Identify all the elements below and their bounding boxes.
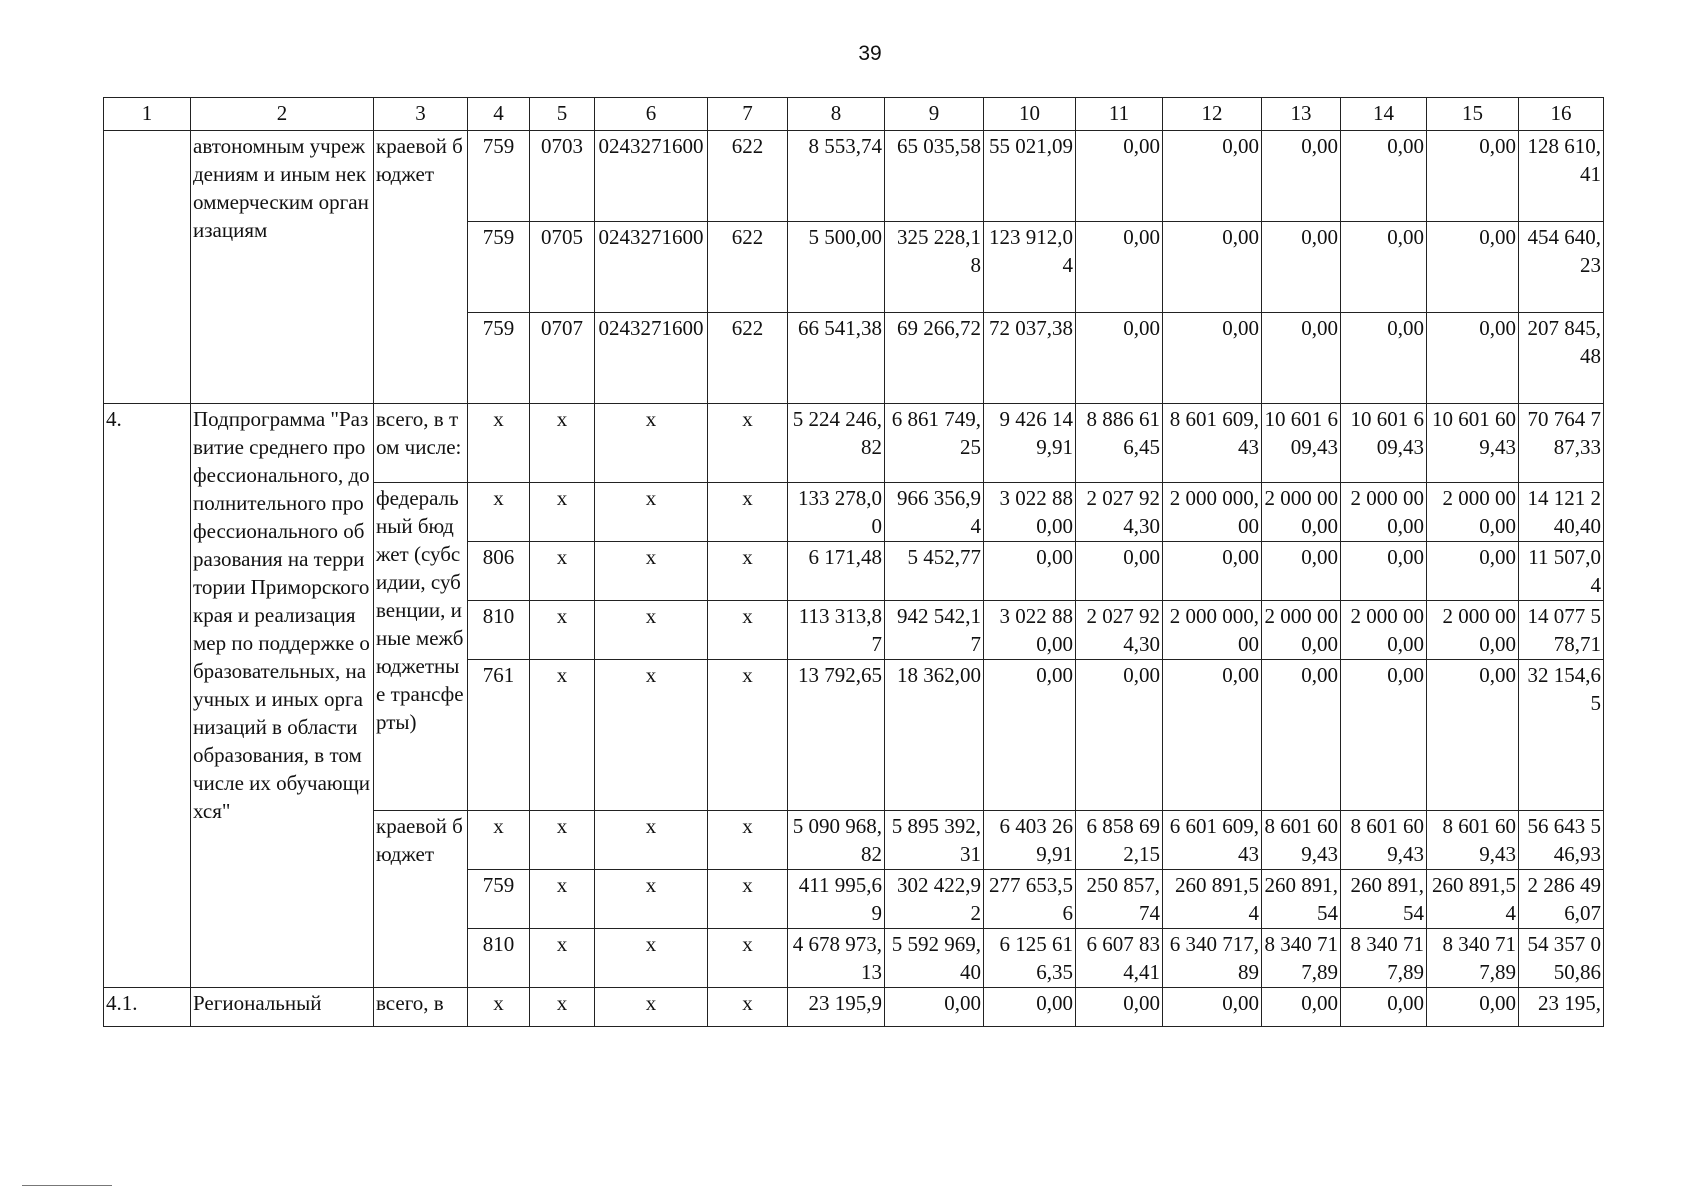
column-header: 7 <box>708 98 788 131</box>
table-cell: 69 266,72 <box>885 313 984 404</box>
table-cell: x <box>708 660 788 811</box>
table-cell: x <box>530 542 595 601</box>
table-cell: 54 357 050,86 <box>1519 929 1604 988</box>
table-cell: 260 891,54 <box>1163 870 1262 929</box>
table-cell: 0,00 <box>1076 222 1163 313</box>
table-cell: x <box>468 811 530 870</box>
table-cell: 0,00 <box>1262 660 1341 811</box>
table-body <box>104 98 1604 1027</box>
table-cell: 761 <box>468 660 530 811</box>
table-cell: 2 000 000,00 <box>1427 483 1519 542</box>
table-cell: x <box>530 601 595 660</box>
funding-source-cell: краевой бюджет <box>374 131 468 404</box>
table-cell: x <box>708 870 788 929</box>
column-header: 4 <box>468 98 530 131</box>
table-cell: 0,00 <box>1163 313 1262 404</box>
table-cell: 0,00 <box>984 660 1076 811</box>
table-cell: 0703 <box>530 131 595 222</box>
table-cell: x <box>468 483 530 542</box>
table-cell: 0243271600 <box>595 313 708 404</box>
table-cell: x <box>595 542 708 601</box>
table-cell: 0,00 <box>1076 131 1163 222</box>
table-cell: 8 886 616,45 <box>1076 404 1163 483</box>
table-cell: x <box>708 404 788 483</box>
table-cell: 810 <box>468 601 530 660</box>
table-cell: x <box>468 404 530 483</box>
table-cell: x <box>530 929 595 988</box>
table-cell: x <box>595 988 708 1027</box>
table-cell: 0,00 <box>984 988 1076 1027</box>
table-cell: 6 403 269,91 <box>984 811 1076 870</box>
table-cell: 4 678 973,13 <box>788 929 885 988</box>
column-header: 3 <box>374 98 468 131</box>
table-cell: 0,00 <box>1341 313 1427 404</box>
table-cell: x <box>530 988 595 1027</box>
table-cell: 13 792,65 <box>788 660 885 811</box>
footer-rule <box>22 1185 112 1186</box>
column-header: 9 <box>885 98 984 131</box>
table-cell: 759 <box>468 313 530 404</box>
table-cell: 302 422,92 <box>885 870 984 929</box>
table-cell: 0,00 <box>1262 988 1341 1027</box>
table-cell: x <box>595 404 708 483</box>
table-cell: 3 022 880,00 <box>984 483 1076 542</box>
table-cell: 0,00 <box>1163 222 1262 313</box>
table-cell: 0,00 <box>1262 542 1341 601</box>
table-cell: 6 601 609,43 <box>1163 811 1262 870</box>
table-cell: 6 340 717,89 <box>1163 929 1262 988</box>
table-cell: 454 640,23 <box>1519 222 1604 313</box>
table-cell: 806 <box>468 542 530 601</box>
table-cell: 260 891,54 <box>1341 870 1427 929</box>
funding-source-cell: всего, в <box>374 988 468 1027</box>
table-cell: 10 601 609,43 <box>1427 404 1519 483</box>
table-cell: 5 090 968,82 <box>788 811 885 870</box>
table-cell: 56 643 546,93 <box>1519 811 1604 870</box>
table-cell: 0,00 <box>1427 988 1519 1027</box>
table-cell: 0,00 <box>1341 988 1427 1027</box>
row-name-cell: Подпрограмма "Развитие среднего профессионального, дополнительного профессионального образования на территории Приморского края и реализация мер по поддержке образовательных, научных и иных организаций в области образования, в том числе их обучающихся" <box>191 404 374 988</box>
table-cell: 0,00 <box>885 988 984 1027</box>
header-row <box>104 98 1604 131</box>
table-cell: x <box>708 601 788 660</box>
row-name-cell: автономным учреждениям и иным некоммерческим организациям <box>191 131 374 404</box>
table-cell: x <box>595 483 708 542</box>
table-cell: 0,00 <box>1163 660 1262 811</box>
table-cell: x <box>708 483 788 542</box>
table-cell: 0,00 <box>1076 313 1163 404</box>
table-cell: 0,00 <box>984 542 1076 601</box>
table-cell: x <box>595 660 708 811</box>
funding-source-cell: краевой бюджет <box>374 811 468 988</box>
table-cell: 2 000 000,00 <box>1262 601 1341 660</box>
table-cell: 10 601 609,43 <box>1341 404 1427 483</box>
table-cell: 14 121 240,40 <box>1519 483 1604 542</box>
table-cell: 9 426 149,91 <box>984 404 1076 483</box>
table-cell: 0,00 <box>1341 542 1427 601</box>
table-cell: 18 362,00 <box>885 660 984 811</box>
table-cell: 128 610,41 <box>1519 131 1604 222</box>
table-row <box>104 404 1604 483</box>
table-cell: 0705 <box>530 222 595 313</box>
page-number: 39 <box>858 42 882 65</box>
table-cell: 5 500,00 <box>788 222 885 313</box>
table-cell: 8 601 609,43 <box>1262 811 1341 870</box>
column-header: 12 <box>1163 98 1262 131</box>
table-cell: x <box>708 929 788 988</box>
table-cell: 8 601 609,43 <box>1341 811 1427 870</box>
funding-source-cell: всего, в том числе: <box>374 404 468 483</box>
column-header: 5 <box>530 98 595 131</box>
table-cell: 6 171,48 <box>788 542 885 601</box>
table-cell: 5 224 246,82 <box>788 404 885 483</box>
table-cell: x <box>530 660 595 811</box>
table-cell: 260 891,54 <box>1427 870 1519 929</box>
table-cell: 0243271600 <box>595 222 708 313</box>
table-cell: x <box>595 811 708 870</box>
table-cell: 70 764 787,33 <box>1519 404 1604 483</box>
table-cell: 23 195,9 <box>788 988 885 1027</box>
table-cell: 942 542,17 <box>885 601 984 660</box>
table-cell: x <box>530 483 595 542</box>
table-cell: 0,00 <box>1262 313 1341 404</box>
table-cell: 32 154,65 <box>1519 660 1604 811</box>
table-cell: 6 125 616,35 <box>984 929 1076 988</box>
table-cell: 8 340 717,89 <box>1427 929 1519 988</box>
table-cell: 2 000 000,00 <box>1262 483 1341 542</box>
table-cell: 11 507,04 <box>1519 542 1604 601</box>
table-cell: x <box>708 988 788 1027</box>
table-cell: 411 995,69 <box>788 870 885 929</box>
table-cell: 2 000 000,00 <box>1341 601 1427 660</box>
table-cell: 810 <box>468 929 530 988</box>
column-header: 8 <box>788 98 885 131</box>
table-cell: 759 <box>468 870 530 929</box>
table-cell: 8 340 717,89 <box>1341 929 1427 988</box>
row-number-cell <box>104 131 191 404</box>
table-cell: 65 035,58 <box>885 131 984 222</box>
table-cell: 0,00 <box>1262 222 1341 313</box>
table-cell: 5 592 969,40 <box>885 929 984 988</box>
table-cell: 2 000 000,00 <box>1163 483 1262 542</box>
table-cell: 0,00 <box>1076 660 1163 811</box>
table-cell: 0,00 <box>1341 131 1427 222</box>
table-cell: 8 340 717,89 <box>1262 929 1341 988</box>
table-cell: 0,00 <box>1262 131 1341 222</box>
table-cell: x <box>530 870 595 929</box>
table-cell: 0,00 <box>1427 542 1519 601</box>
table-cell: 622 <box>708 313 788 404</box>
row-number-cell: 4.1. <box>104 988 191 1027</box>
table-cell: 8 553,74 <box>788 131 885 222</box>
table-cell: 2 000 000,00 <box>1427 601 1519 660</box>
column-header: 1 <box>104 98 191 131</box>
table-cell: x <box>708 811 788 870</box>
table-cell: 0,00 <box>1163 988 1262 1027</box>
table-row <box>104 131 1604 222</box>
table-cell: 759 <box>468 131 530 222</box>
table-cell: 0,00 <box>1427 131 1519 222</box>
table-cell: 325 228,18 <box>885 222 984 313</box>
table-cell: 5 895 392,31 <box>885 811 984 870</box>
table-cell: 0243271600 <box>595 131 708 222</box>
table-cell: 260 891,54 <box>1262 870 1341 929</box>
table-cell: 23 195, <box>1519 988 1604 1027</box>
table-cell: 2 027 924,30 <box>1076 483 1163 542</box>
table-cell: x <box>468 988 530 1027</box>
table-cell: 0,00 <box>1341 222 1427 313</box>
table-cell: 72 037,38 <box>984 313 1076 404</box>
table-cell: 5 452,77 <box>885 542 984 601</box>
table-cell: 0,00 <box>1427 660 1519 811</box>
table-cell: x <box>595 601 708 660</box>
table-cell: 0,00 <box>1427 222 1519 313</box>
row-number-cell: 4. <box>104 404 191 988</box>
table-cell: 113 313,87 <box>788 601 885 660</box>
table-cell: 14 077 578,71 <box>1519 601 1604 660</box>
table-cell: x <box>530 404 595 483</box>
table-cell: 66 541,38 <box>788 313 885 404</box>
table-cell: 2 286 496,07 <box>1519 870 1604 929</box>
table-cell: 622 <box>708 131 788 222</box>
column-header: 6 <box>595 98 708 131</box>
table-cell: 207 845,48 <box>1519 313 1604 404</box>
table-cell: 0,00 <box>1341 660 1427 811</box>
table-cell: 0707 <box>530 313 595 404</box>
table-cell: 8 601 609,43 <box>1163 404 1262 483</box>
column-header: 13 <box>1262 98 1341 131</box>
column-header: 10 <box>984 98 1076 131</box>
table-cell: 6 861 749,25 <box>885 404 984 483</box>
column-header: 14 <box>1341 98 1427 131</box>
table-cell: 123 912,04 <box>984 222 1076 313</box>
budget-table <box>103 97 1604 1027</box>
table-cell: x <box>595 870 708 929</box>
funding-source-cell: федеральный бюджет (субсидии, субвенции, иные межбюджетные трансферты) <box>374 483 468 811</box>
table-cell: x <box>595 929 708 988</box>
table-cell: 8 601 609,43 <box>1427 811 1519 870</box>
table-cell: x <box>530 811 595 870</box>
table-cell: 277 653,56 <box>984 870 1076 929</box>
table-cell: 133 278,00 <box>788 483 885 542</box>
table-cell: 0,00 <box>1427 313 1519 404</box>
column-header: 15 <box>1427 98 1519 131</box>
table-cell: 0,00 <box>1163 131 1262 222</box>
column-header: 16 <box>1519 98 1604 131</box>
table-cell: 0,00 <box>1076 988 1163 1027</box>
table-cell: 2 000 000,00 <box>1163 601 1262 660</box>
table-cell: 622 <box>708 222 788 313</box>
column-header: 11 <box>1076 98 1163 131</box>
table-cell: 55 021,09 <box>984 131 1076 222</box>
table-cell: 250 857,74 <box>1076 870 1163 929</box>
table-cell: 3 022 880,00 <box>984 601 1076 660</box>
table-cell: 6 858 692,15 <box>1076 811 1163 870</box>
table-cell: 6 607 834,41 <box>1076 929 1163 988</box>
table-cell: 2 027 924,30 <box>1076 601 1163 660</box>
table-cell: 2 000 000,00 <box>1341 483 1427 542</box>
table-cell: x <box>708 542 788 601</box>
table-cell: 966 356,94 <box>885 483 984 542</box>
table-cell: 10 601 609,43 <box>1262 404 1341 483</box>
table-cell: 0,00 <box>1076 542 1163 601</box>
column-header: 2 <box>191 98 374 131</box>
table-cell: 759 <box>468 222 530 313</box>
table-row <box>104 988 1604 1027</box>
row-name-cell: Региональный <box>191 988 374 1027</box>
table-cell: 0,00 <box>1163 542 1262 601</box>
